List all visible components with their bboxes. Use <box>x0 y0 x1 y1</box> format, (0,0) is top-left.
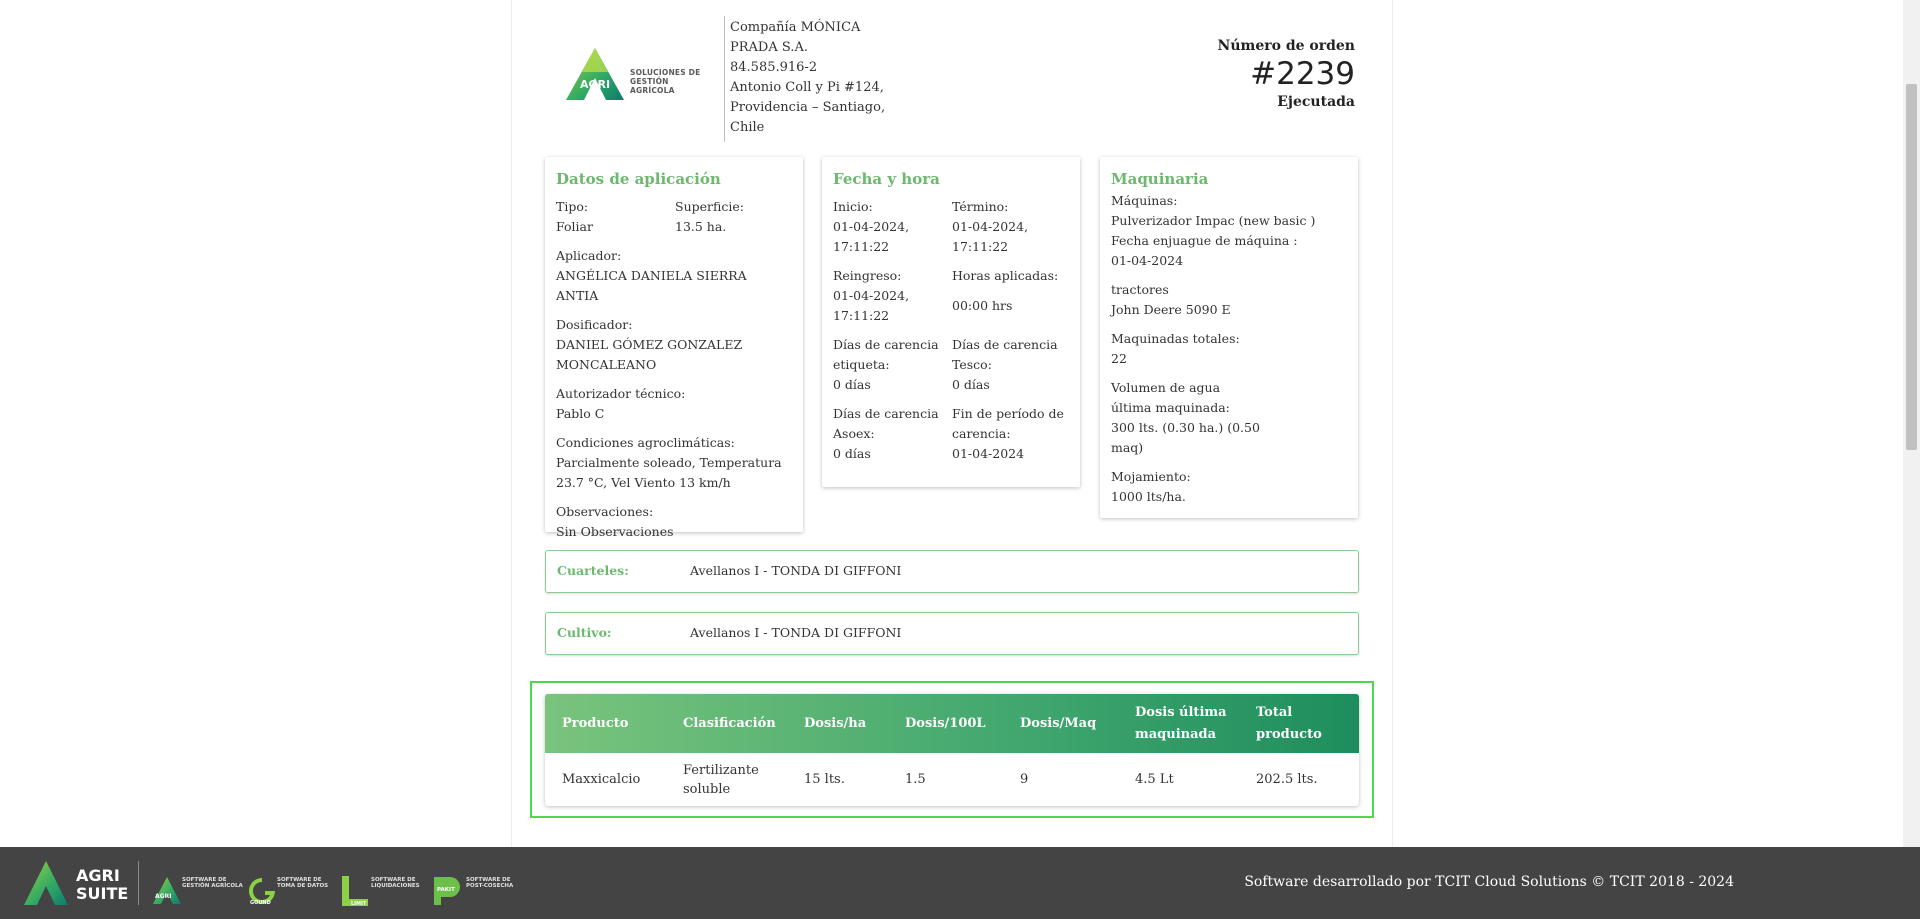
order-sheet <box>511 0 1393 847</box>
th-producto: Producto <box>562 715 629 731</box>
volumen-value: 300 lts. (0.30 ha.) (0.50 maq) <box>1111 420 1260 455</box>
td-dosis-ultima: 4.5 Lt <box>1135 772 1174 787</box>
svg-text:AGRI: AGRI <box>76 866 120 885</box>
cultivo-value: Avellanos I - TONDA DI GIFFONI <box>690 625 902 640</box>
agri-product-caption: SOFTWARE DE GESTIÓN AGRÍCOLA <box>182 877 243 889</box>
maquinadas-value: 22 <box>1111 351 1127 366</box>
footer-divider <box>138 861 139 905</box>
cultivo-label: Cultivo: <box>557 625 612 640</box>
cultivo-row <box>545 612 1359 655</box>
company-line: Chile <box>730 120 765 135</box>
application-card <box>545 157 803 539</box>
gound-product-caption: SOFTWARE DE TOMA DE DATOS <box>277 877 329 889</box>
svg-text:SUITE: SUITE <box>76 884 129 903</box>
company-line: Antonio Coll y Pi #124, <box>730 80 884 95</box>
horas-value: 00:00 hrs <box>952 298 1013 313</box>
table-header <box>545 694 1359 753</box>
td-dosis-100l: 1.5 <box>905 772 926 787</box>
enjuague-label: Fecha enjuague de máquina : <box>1111 233 1298 248</box>
header-divider <box>724 16 725 142</box>
condiciones-label: Condiciones agroclimáticas: <box>556 435 735 450</box>
agri-logo-icon <box>564 46 626 102</box>
fin-carencia-value: 01-04-2024 <box>952 446 1025 461</box>
company-line: Compañía MÓNICA <box>730 20 861 35</box>
machinery-title: Maquinaria <box>1111 170 1209 188</box>
th-total: Total producto <box>1256 704 1322 742</box>
tractores-label: tractores <box>1111 282 1169 297</box>
inicio-label: Inicio: <box>833 199 873 214</box>
maquinas-label: Máquinas: <box>1111 193 1178 208</box>
company-line: Providencia – Santiago, <box>730 100 886 115</box>
carencia-etiqueta-label: Días de carencia etiqueta: <box>833 337 939 372</box>
carencia-asoex-value: 0 días <box>833 446 871 461</box>
volumen-label: Volumen de agua última maquinada: <box>1111 380 1230 415</box>
autorizador-label: Autorizador técnico: <box>556 386 686 401</box>
enjuague-value: 01-04-2024 <box>1111 253 1184 268</box>
maquinadas-label: Maquinadas totales: <box>1111 331 1240 346</box>
gound-product-icon <box>247 867 277 915</box>
logo-caption: SOLUCIONES DE GESTIÓN AGRÍCOLA <box>630 68 701 95</box>
td-total: 202.5 lts. <box>1256 772 1318 787</box>
svg-text:AGRI: AGRI <box>155 893 172 900</box>
order-summary <box>1218 38 1355 110</box>
condiciones-value: Parcialmente soleado, Temperatura 23.7 °C, Vel Viento 13 km/h <box>556 455 782 490</box>
carencia-asoex-label: Días de carencia Asoex: <box>833 406 939 441</box>
svg-text:GOUND: GOUND <box>250 900 271 906</box>
company-info <box>730 18 910 138</box>
aplicador-label: Aplicador: <box>556 248 622 263</box>
limit-product-caption: SOFTWARE DE LIQUIDACIONES <box>371 877 420 889</box>
th-dosis-ha: Dosis/ha <box>804 715 867 731</box>
datetime-title: Fecha y hora <box>833 170 940 188</box>
autorizador-value: Pablo C <box>556 406 605 421</box>
inicio-value: 01-04-2024, 17:11:22 <box>833 219 910 254</box>
mojamiento-label: Mojamiento: <box>1111 469 1191 484</box>
tipo-label: Tipo: <box>556 199 589 214</box>
superficie-label: Superficie: <box>675 199 744 214</box>
termino-label: Término: <box>952 199 1009 214</box>
carencia-tesco-value: 0 días <box>952 377 990 392</box>
page-scrollbar[interactable] <box>1903 0 1920 847</box>
cuarteles-row <box>545 550 1359 593</box>
observaciones-label: Observaciones: <box>556 504 654 519</box>
th-clasificacion: Clasificación <box>683 715 776 731</box>
order-number: #2239 <box>1250 56 1355 92</box>
carencia-etiqueta-value: 0 días <box>833 377 871 392</box>
order-label: Número de orden <box>1217 38 1355 54</box>
mojamiento-value: 1000 lts/ha. <box>1111 489 1186 504</box>
company-line: 84.585.916-2 <box>730 60 818 75</box>
datetime-card <box>822 157 1080 487</box>
pakit-product-caption: SOFTWARE DE POST-COSECHA <box>466 877 514 889</box>
th-dosis-maq: Dosis/Maq <box>1020 715 1097 731</box>
company-line: PRADA S.A. <box>730 40 808 55</box>
td-producto: Maxxicalcio <box>562 772 641 787</box>
reingreso-label: Reingreso: <box>833 268 902 283</box>
aplicador-value: ANGÉLICA DANIELA SIERRA ANTIA <box>556 268 747 303</box>
termino-value: 01-04-2024, 17:11:22 <box>952 219 1029 254</box>
td-clasificacion: Fertilizante soluble <box>683 762 759 797</box>
fin-carencia-label: Fin de período de carencia: <box>952 406 1064 441</box>
scrollbar-thumb[interactable] <box>1906 84 1917 450</box>
agrisuite-logo-icon <box>24 859 134 907</box>
application-title: Datos de aplicación <box>556 170 721 188</box>
footer-copyright: Software desarrollado por TCIT Cloud Solutions © TCIT 2018 - 2024 <box>1244 874 1734 890</box>
observaciones-value: Sin Observaciones <box>556 524 674 539</box>
svg-text:AGRI: AGRI <box>580 78 611 91</box>
pakit-product-icon <box>432 867 466 915</box>
tractores-value: John Deere 5090 E <box>1111 302 1231 317</box>
products-table <box>545 694 1359 806</box>
dosificador-value: DANIEL GÓMEZ GONZALEZ MONCALEANO <box>556 337 743 372</box>
tipo-value: Foliar <box>556 219 593 234</box>
limit-product-icon <box>340 867 370 915</box>
cuarteles-label: Cuarteles: <box>557 563 629 578</box>
svg-text:PAKIT: PAKIT <box>437 887 455 893</box>
maquinas-value: Pulverizador Impac (new basic ) <box>1111 213 1316 228</box>
th-dosis-ultima: Dosis última maquinada <box>1135 704 1227 742</box>
order-status: Ejecutada <box>1277 94 1355 110</box>
td-dosis-maq: 9 <box>1020 772 1029 787</box>
agri-logo <box>564 46 704 106</box>
superficie-value: 13.5 ha. <box>675 219 727 234</box>
cuarteles-value: Avellanos I - TONDA DI GIFFONI <box>690 563 902 578</box>
footer <box>0 847 1920 919</box>
reingreso-value: 01-04-2024, 17:11:22 <box>833 288 910 323</box>
machinery-card <box>1100 157 1358 518</box>
svg-text:LIMIT: LIMIT <box>351 901 367 907</box>
td-dosis-ha: 15 lts. <box>804 772 845 787</box>
carencia-tesco-label: Días de carencia Tesco: <box>952 337 1058 372</box>
dosificador-label: Dosificador: <box>556 317 633 332</box>
agri-product-icon <box>152 867 182 915</box>
th-dosis-100l: Dosis/100L <box>905 715 986 731</box>
horas-label: Horas aplicadas: <box>952 268 1059 283</box>
